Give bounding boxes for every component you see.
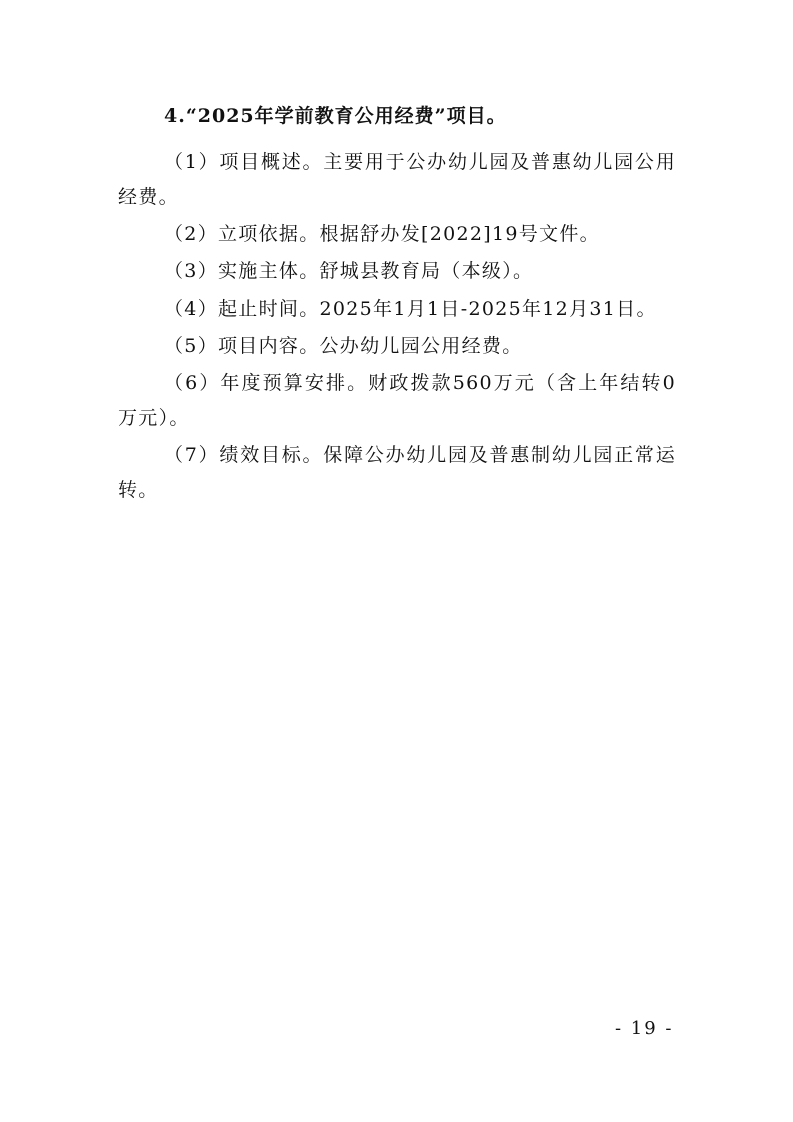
paragraph-project-content: （5）项目内容。公办幼儿园公用经费。 (164, 335, 523, 357)
paragraph-duration: （4）起止时间。2025年1月1日-2025年12月31日。 (164, 298, 657, 320)
section-heading: 4.“2025年学前教育公用经费”项目。 (164, 105, 507, 127)
paragraph-annual-budget: （6）年度预算安排。财政拨款560万元（含上年结转0万元）。 (118, 372, 676, 429)
paragraph-performance-goal: （7）绩效目标。保障公办幼儿园及普惠制幼儿园正常运转。 (118, 444, 676, 501)
page-number: - 19 - (615, 1018, 674, 1039)
paragraph-implementing-entity: （3）实施主体。舒城县教育局（本级）。 (164, 260, 534, 282)
paragraph-project-basis: （2）立项依据。根据舒办发[2022]19号文件。 (164, 223, 600, 245)
paragraph-project-overview: （1）项目概述。主要用于公办幼儿园及普惠幼儿园公用经费。 (118, 151, 676, 208)
